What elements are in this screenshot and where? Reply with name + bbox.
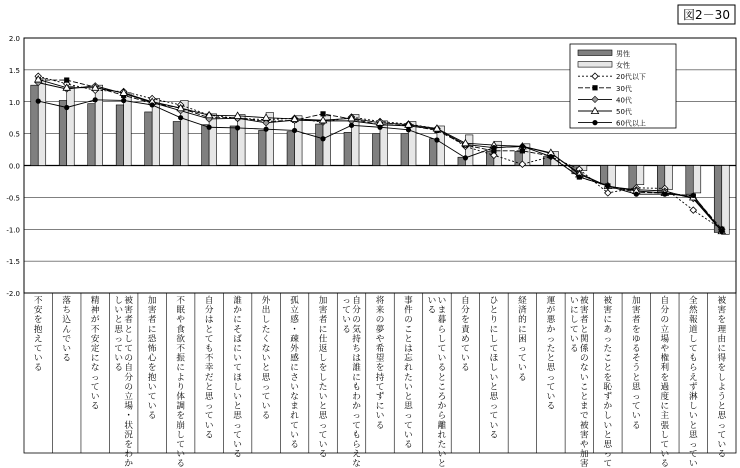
bar-male: [373, 134, 381, 166]
legend-label: 30代: [616, 84, 632, 93]
category-label: 落ち込んでいる: [62, 296, 72, 364]
legend-swatch: [578, 62, 612, 68]
category-label: 誰かにそばにいてほしいと思っている: [233, 296, 242, 460]
category-label: 加害者に仕返しをしたいと思っている: [318, 296, 328, 460]
series-point-5: [605, 183, 610, 188]
series-point-5: [235, 125, 240, 130]
legend-swatch: [578, 50, 612, 56]
series-point-5: [719, 229, 724, 234]
figure-label: 図2－30: [683, 8, 730, 22]
bar-female: [152, 99, 160, 166]
bar-male: [173, 122, 181, 166]
bar-male: [31, 85, 38, 165]
bar-female: [238, 115, 246, 166]
series-point-5: [64, 105, 69, 110]
series-point-5: [93, 97, 98, 102]
bar-male: [145, 112, 153, 166]
category-label: 外出したくないと思っている: [261, 296, 271, 422]
category-label: 不眠や食欲不振により体調を崩している: [176, 296, 185, 468]
category-label: 全然報道してもらえず淋しいと思ってい: [688, 296, 698, 468]
bar-male: [88, 104, 96, 166]
legend-marker: [592, 85, 597, 90]
y-tick-label: 1.5: [8, 66, 20, 75]
bar-male: [600, 166, 608, 184]
bar-male: [429, 139, 437, 166]
category-label: いま暮らしているところから離れたいといる: [427, 296, 447, 468]
category-label: 自分を責めている: [461, 296, 470, 374]
category-label: 被害者と関係のないことまで被害や加害いにしている: [570, 296, 589, 468]
y-tick-label: -0.5: [6, 194, 20, 203]
category-label: ひとりにしてほしいと思っている: [489, 296, 499, 441]
category-label: 加害者をゆるそうと思っている: [632, 296, 641, 431]
series-point-2: [320, 111, 325, 116]
bar-female: [465, 135, 473, 166]
series-point-5: [691, 193, 696, 198]
bar-female: [693, 166, 701, 193]
series-point-5: [434, 137, 439, 142]
label-layer: [24, 293, 736, 468]
bar-male: [59, 100, 67, 165]
bar-female: [722, 166, 730, 235]
bar-female: [124, 93, 131, 166]
series-point-5: [36, 99, 41, 104]
legend-layer: [570, 44, 676, 128]
series-point-5: [320, 136, 325, 141]
series-point-5: [178, 115, 183, 120]
category-label: 精神が不安定になっている: [90, 296, 100, 412]
category-label: 将来の夢や希望を持てずにいる: [375, 296, 385, 431]
bar-female: [95, 85, 103, 165]
y-tick-label: 2.0: [8, 35, 20, 43]
bar-female: [209, 114, 217, 166]
category-label: 孤立感・疎外感にさいなまれている: [290, 296, 299, 450]
legend-label: 40代: [616, 96, 632, 105]
category-label: 事件のことは忘れたいと思っている: [404, 296, 413, 450]
y-tick-label: 1.0: [8, 98, 20, 107]
category-label: 経済的に困っている: [518, 296, 527, 383]
category-label: 被害にあったことを恥ずかしいと思って: [603, 296, 613, 468]
series-point-5: [349, 123, 354, 128]
bar-female: [636, 166, 644, 185]
legend-label: 20代以下: [616, 73, 646, 82]
category-label: 自分の気持ちは誰にもわかってもらえなっている: [342, 296, 361, 468]
bar-female: [38, 79, 46, 166]
series-point-5: [548, 154, 553, 159]
legend-label: 50代: [616, 108, 632, 116]
bar-male: [287, 132, 295, 166]
y-tick-label: -1.5: [6, 258, 20, 267]
series-point-5: [520, 144, 525, 149]
bar-male: [344, 132, 352, 165]
legend-label: 60代以上: [616, 119, 646, 128]
category-label: 運が悪かったと思っている: [546, 296, 556, 412]
bar-male: [259, 130, 267, 165]
category-label: 加害者に恐怖心を抱いている: [147, 296, 157, 422]
bar-male: [202, 125, 210, 166]
category-label: 自分はとても不幸だと思っている: [204, 296, 214, 441]
y-tick-label: 0.0: [8, 162, 20, 171]
figure-label-box: [678, 5, 735, 24]
series-point-5: [406, 127, 411, 132]
category-label: 被害を理由に得をしようと思っている: [717, 296, 727, 460]
legend-label: 男性: [616, 50, 630, 58]
series-point-5: [634, 192, 639, 197]
category-label: 被害者としての自分の立場・状況をわかしいと思っている: [114, 296, 133, 468]
series-point-5: [121, 98, 126, 103]
y-tick-label: -1.0: [6, 226, 20, 235]
series-point-5: [292, 128, 297, 133]
series-point-5: [263, 127, 268, 132]
series-point-5: [662, 192, 667, 197]
series-point-5: [377, 125, 382, 130]
bar-male: [116, 105, 124, 166]
bar-female: [295, 116, 303, 166]
series-point-2: [64, 77, 69, 82]
series-point-5: [207, 125, 212, 130]
legend-marker: [592, 120, 597, 125]
legend-label: 女性: [616, 61, 630, 70]
bar-male: [686, 166, 694, 195]
category-label: 自分の立場や権利を過度に主張している: [660, 296, 670, 468]
category-label: 不安を抱えている: [33, 296, 43, 374]
series-point-5: [150, 102, 155, 107]
bar-male: [316, 124, 324, 165]
series-point-5: [491, 145, 496, 150]
bar-male: [401, 134, 409, 166]
series-point-5: [463, 155, 468, 160]
series-point-5: [577, 174, 582, 179]
y-tick-label: 0.5: [8, 130, 20, 139]
y-tick-label: -2.0: [6, 290, 20, 298]
bar-male: [230, 126, 238, 166]
bar-female: [67, 86, 75, 165]
